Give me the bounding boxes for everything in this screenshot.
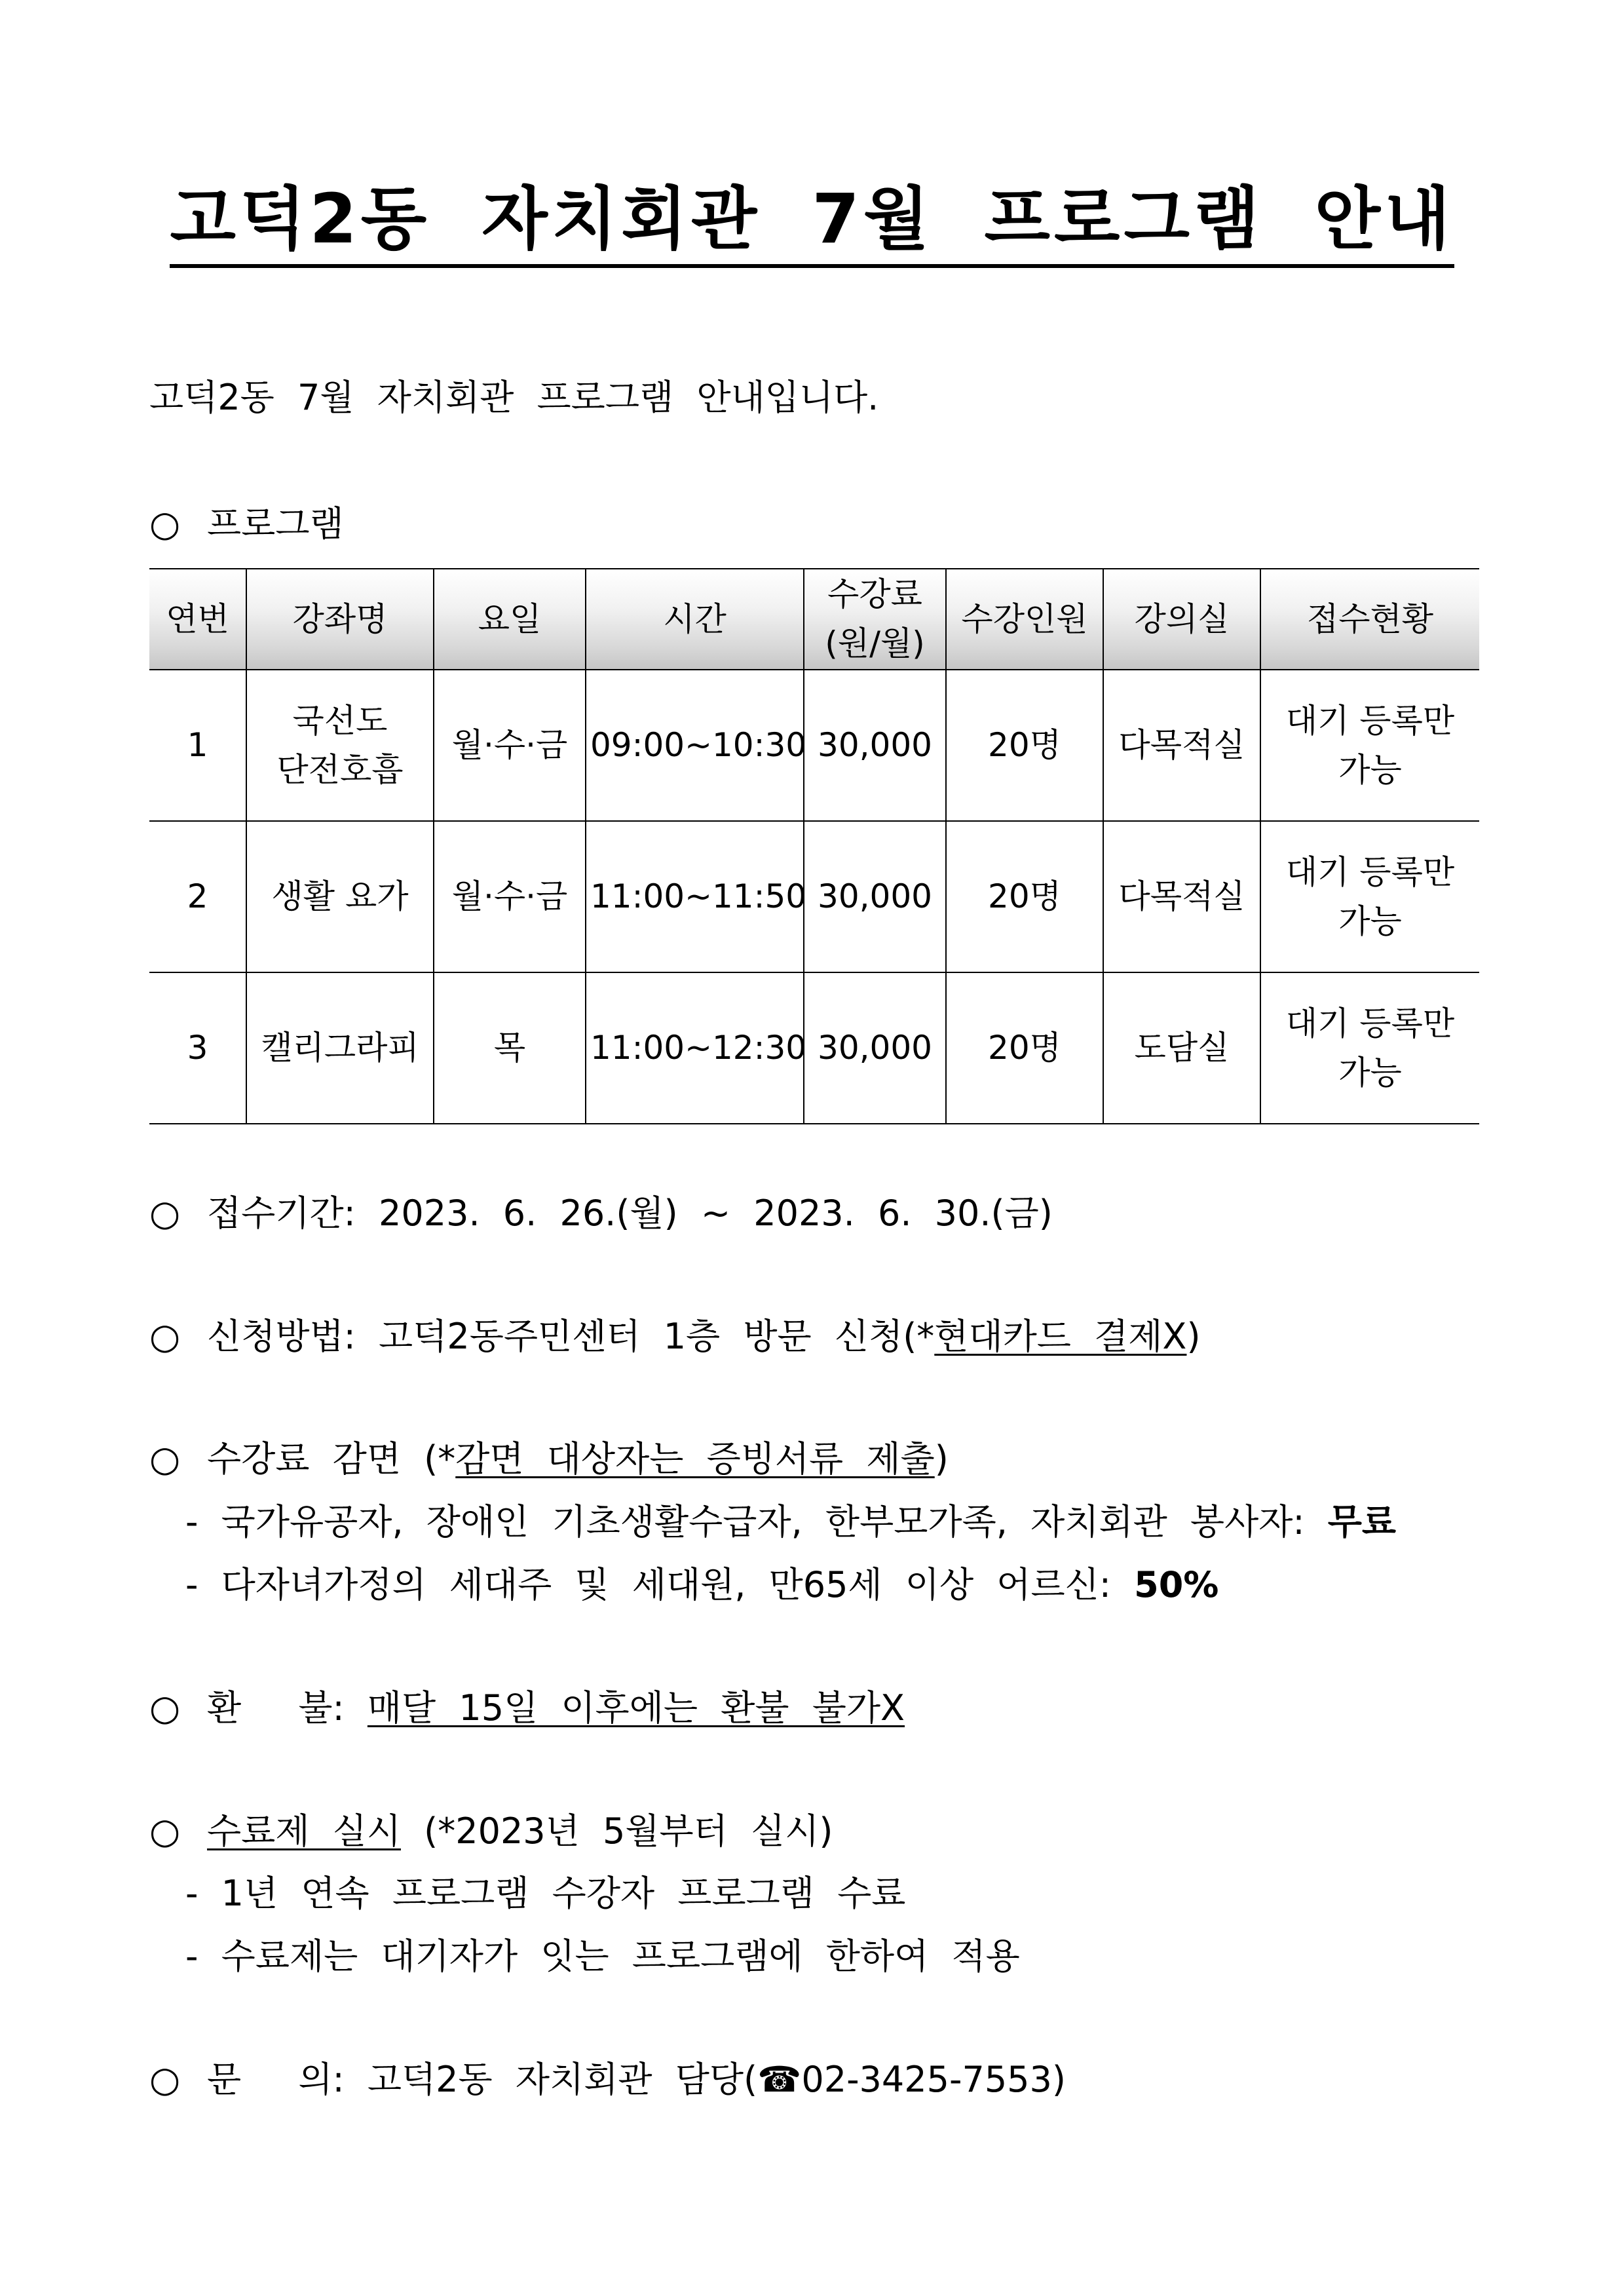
- method-tail: ): [1186, 1316, 1201, 1357]
- bullet-icon: ○: [149, 1438, 181, 1480]
- cell-status: 대기 등록만 가능: [1260, 821, 1479, 972]
- bullet-icon: ○: [149, 1193, 181, 1234]
- completion-item: - 1년 연속 프로그램 수강자 프로그램 수료: [185, 1873, 906, 1914]
- method-value: 고덕2동주민센터 1층 방문 신청(*: [379, 1316, 935, 1357]
- col-header-time: 시간: [586, 569, 804, 670]
- discount-note-close: ): [934, 1438, 949, 1480]
- cell-room: 다목적실: [1103, 821, 1260, 972]
- cell-no: 1: [149, 670, 246, 821]
- col-header-days: 요일: [434, 569, 586, 670]
- refund-value: 매달 15일 이후에는 환불 불가X: [367, 1687, 905, 1729]
- program-heading: 프로그램: [207, 503, 344, 545]
- inquiry-phone: 02-3425-7553: [801, 2059, 1052, 2100]
- phone-icon: ☎: [757, 2059, 802, 2100]
- cell-capacity: 20명: [946, 972, 1103, 1124]
- cell-time: 09:00~10:30: [586, 670, 804, 821]
- table-row: [149, 670, 1479, 821]
- col-header-status: 접수현황: [1260, 569, 1479, 670]
- completion-line: [149, 1810, 833, 1853]
- cell-no: 3: [149, 972, 246, 1124]
- cell-days: 월·수·금: [434, 821, 586, 972]
- period-value: 2023. 6. 26.(월) ~ 2023. 6. 30.(금): [379, 1193, 1053, 1234]
- method-underlined: 현대카드 결제X: [934, 1316, 1187, 1357]
- cell-capacity: 20명: [946, 821, 1103, 972]
- bullet-icon: ○: [149, 2059, 181, 2100]
- inquiry-label: 문 의:: [207, 2059, 345, 2100]
- col-header-capacity: 수강인원: [946, 569, 1103, 670]
- col-header-fee: 수강료 (원/월): [804, 569, 946, 670]
- discount-line: [149, 1438, 949, 1481]
- period-label: 접수기간:: [207, 1193, 356, 1234]
- completion-label: 수료제 실시: [207, 1810, 401, 1852]
- program-section: [149, 503, 344, 546]
- bullet-icon: ○: [149, 1810, 181, 1852]
- cell-no: 2: [149, 821, 246, 972]
- cell-time: 11:00~12:30: [586, 972, 804, 1124]
- period-line: [149, 1193, 1053, 1235]
- refund-line: [149, 1687, 905, 1730]
- cell-status: 대기 등록만 가능: [1260, 670, 1479, 821]
- table-row: [149, 972, 1479, 1124]
- cell-capacity: 20명: [946, 670, 1103, 821]
- cell-days: 월·수·금: [434, 670, 586, 821]
- table-row: [149, 821, 1479, 972]
- discount-item: - 국가유공자, 장애인 기초생활수급자, 한부모가족, 자치회관 봉사자: 무료: [185, 1501, 1397, 1542]
- cell-course: 국선도 단전호흡: [246, 670, 434, 821]
- col-header-course: 강좌명: [246, 569, 434, 670]
- discount-note-open: (*: [424, 1438, 456, 1480]
- cell-course: 생활 요가: [246, 821, 434, 972]
- cell-room: 다목적실: [1103, 670, 1260, 821]
- inquiry-tail: ): [1051, 2059, 1066, 2100]
- cell-status: 대기 등록만 가능: [1260, 972, 1479, 1124]
- col-header-no: 연번: [149, 569, 246, 670]
- inquiry-value: 고덕2동 자치회관 담당(: [367, 2059, 758, 2100]
- discount-label: 수강료 감면: [207, 1438, 401, 1480]
- table-header-row: [149, 569, 1479, 670]
- completion-note: (*2023년 5월부터 실시): [424, 1810, 833, 1852]
- bullet-icon: ○: [149, 1316, 181, 1357]
- cell-fee: 30,000: [804, 670, 946, 821]
- cell-fee: 30,000: [804, 972, 946, 1124]
- cell-fee: 30,000: [804, 821, 946, 972]
- discount-note-underlined: 감면 대상자는 증빙서류 제출: [455, 1438, 935, 1480]
- discount-item: - 다자녀가정의 세대주 및 세대원, 만65세 이상 어르신: 50%: [185, 1564, 1219, 1605]
- cell-days: 목: [434, 972, 586, 1124]
- bullet-icon: ○: [149, 503, 181, 545]
- col-header-room: 강의실: [1103, 569, 1260, 670]
- intro-text: 고덕2동 7월 자치회관 프로그램 안내입니다.: [149, 377, 879, 418]
- bullet-icon: ○: [149, 1687, 181, 1729]
- cell-room: 도담실: [1103, 972, 1260, 1124]
- page-title-wrap: [0, 180, 1624, 268]
- method-line: [149, 1316, 1201, 1358]
- inquiry-line: [149, 2059, 1066, 2101]
- program-table: [149, 568, 1479, 1124]
- cell-time: 11:00~11:50: [586, 821, 804, 972]
- method-label: 신청방법:: [207, 1316, 356, 1357]
- refund-label: 환 불:: [207, 1687, 345, 1729]
- page-title: 고덕2동 자치회관 7월 프로그램 안내: [170, 180, 1454, 268]
- completion-item: - 수료제는 대기자가 잇는 프로그램에 한하여 적용: [185, 1936, 1020, 1977]
- cell-course: 캘리그라피: [246, 972, 434, 1124]
